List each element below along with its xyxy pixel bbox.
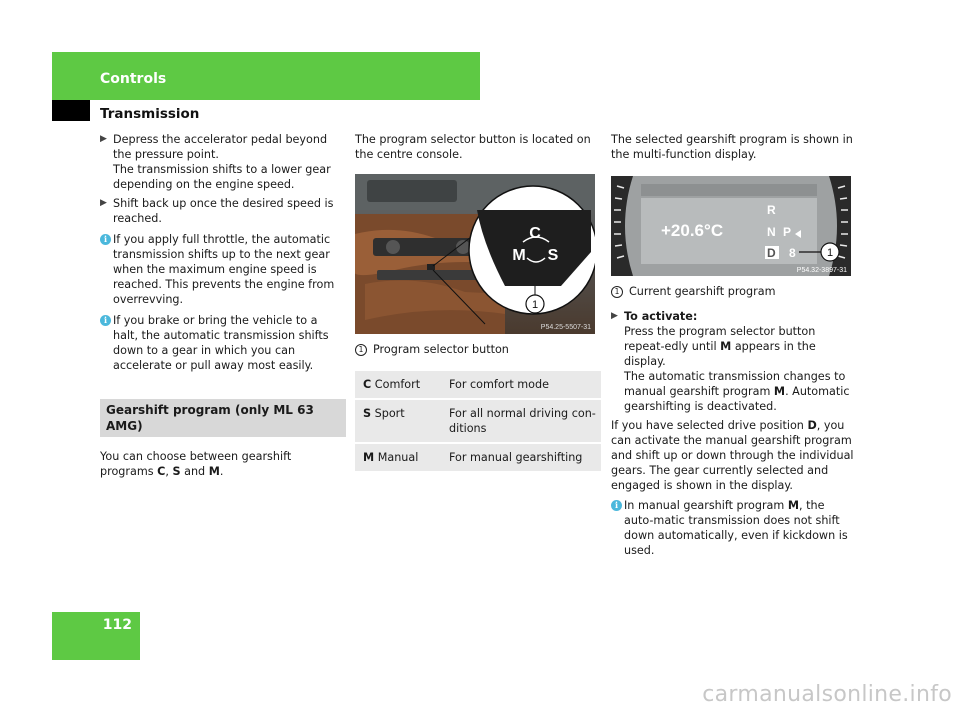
info-text: In manual gearshift program M, the auto-matic transmission does not shift down automatically, even if kickdown is used. bbox=[624, 499, 848, 557]
instruction-step bbox=[611, 309, 857, 414]
step-text: Shift back up once the desired speed is reached. bbox=[113, 197, 334, 225]
multifunction-display-photo bbox=[611, 176, 851, 276]
arrow-icon: ▶ bbox=[100, 134, 107, 144]
table-row bbox=[355, 370, 601, 399]
label-m: M bbox=[512, 247, 526, 264]
gear-d: D bbox=[767, 246, 776, 260]
label-s: S bbox=[547, 247, 559, 264]
step-result: The automatic transmission changes to manual gearshift program M. Automatic gearshifting is deactivated. bbox=[624, 370, 850, 413]
watermark: carmanualsonline.info bbox=[702, 682, 952, 707]
gear-n: N bbox=[767, 225, 776, 239]
step-result: The transmission shifts to a lower gear depending on the engine speed. bbox=[113, 163, 331, 191]
program-desc: For comfort mode bbox=[441, 370, 601, 399]
subsection-heading: Gearshift program (only ML 63 AMG) bbox=[100, 399, 346, 437]
step-label: To activate: bbox=[624, 310, 698, 323]
info-text: If you brake or bring the vehicle to a halt, the automatic transmission shifts down to a gear in which you can accelerate or pull away most easily. bbox=[113, 314, 329, 372]
photo-code: P54.32-3897-31 bbox=[796, 267, 847, 274]
display-illustration bbox=[611, 176, 851, 276]
step-text: Depress the accelerator pedal beyond the pressure point. bbox=[113, 133, 328, 161]
temperature-readout: +20.6°C bbox=[661, 221, 724, 240]
callout-1: 1 bbox=[531, 299, 539, 311]
info-note bbox=[100, 313, 346, 373]
gearshift-programs-text: You can choose between gearshift programs C, S and M. bbox=[100, 450, 292, 478]
intro-text: The selected gearshift program is shown in the multi-function display. bbox=[611, 133, 853, 161]
info-icon: i bbox=[100, 234, 111, 245]
column-left bbox=[100, 132, 346, 479]
intro-text: The program selector button is located on the centre console. bbox=[355, 133, 591, 161]
program-table bbox=[355, 369, 601, 471]
table-row bbox=[355, 399, 601, 443]
photo-code: P54.25-5507-31 bbox=[540, 324, 591, 331]
column-right bbox=[611, 132, 857, 564]
chapter-title: Controls bbox=[100, 71, 167, 87]
info-text: If you apply full throttle, the automatic transmission shifts up to the next gear when the maximum engine speed is reached. This prevents the engine from overrevving. bbox=[113, 233, 335, 306]
callout-1: 1 bbox=[826, 247, 834, 259]
step-text: Press the program selector button repeat-edly until M appears in the display. bbox=[624, 325, 816, 368]
photo-caption: 1 Current gearshift program bbox=[611, 284, 857, 299]
photo-caption: 1 Program selector button bbox=[355, 342, 601, 357]
gear-p: P bbox=[783, 225, 792, 239]
gearshift-program-indicator: 8 bbox=[789, 246, 796, 260]
instruction-step bbox=[100, 132, 346, 192]
info-note bbox=[611, 498, 857, 558]
selector-button-photo bbox=[355, 174, 595, 334]
arrow-icon: ▶ bbox=[100, 198, 107, 208]
program-desc: For all normal driving con-ditions bbox=[441, 399, 601, 443]
instruction-step bbox=[100, 196, 346, 226]
section-marker bbox=[52, 100, 90, 121]
program-name: C Comfort bbox=[355, 370, 441, 399]
label-c: C bbox=[529, 225, 541, 242]
page-number: 112 bbox=[102, 617, 132, 633]
column-middle bbox=[355, 132, 601, 471]
info-icon: i bbox=[100, 315, 111, 326]
gear-r: R bbox=[767, 203, 776, 217]
program-name: M Manual bbox=[355, 443, 441, 471]
manual-program-text: If you have selected drive position D, you can activate the manual gearshift program and shift up or down through the individual gears. The gear currently selected and engaged is shown in the display. bbox=[611, 419, 854, 492]
section-title: Transmission bbox=[100, 106, 200, 122]
info-note bbox=[100, 232, 346, 307]
table-row bbox=[355, 443, 601, 471]
console-illustration bbox=[355, 174, 595, 334]
program-desc: For manual gearshifting bbox=[441, 443, 601, 471]
info-icon: i bbox=[611, 500, 622, 511]
arrow-icon: ▶ bbox=[611, 311, 618, 321]
program-name: S Sport bbox=[355, 399, 441, 443]
